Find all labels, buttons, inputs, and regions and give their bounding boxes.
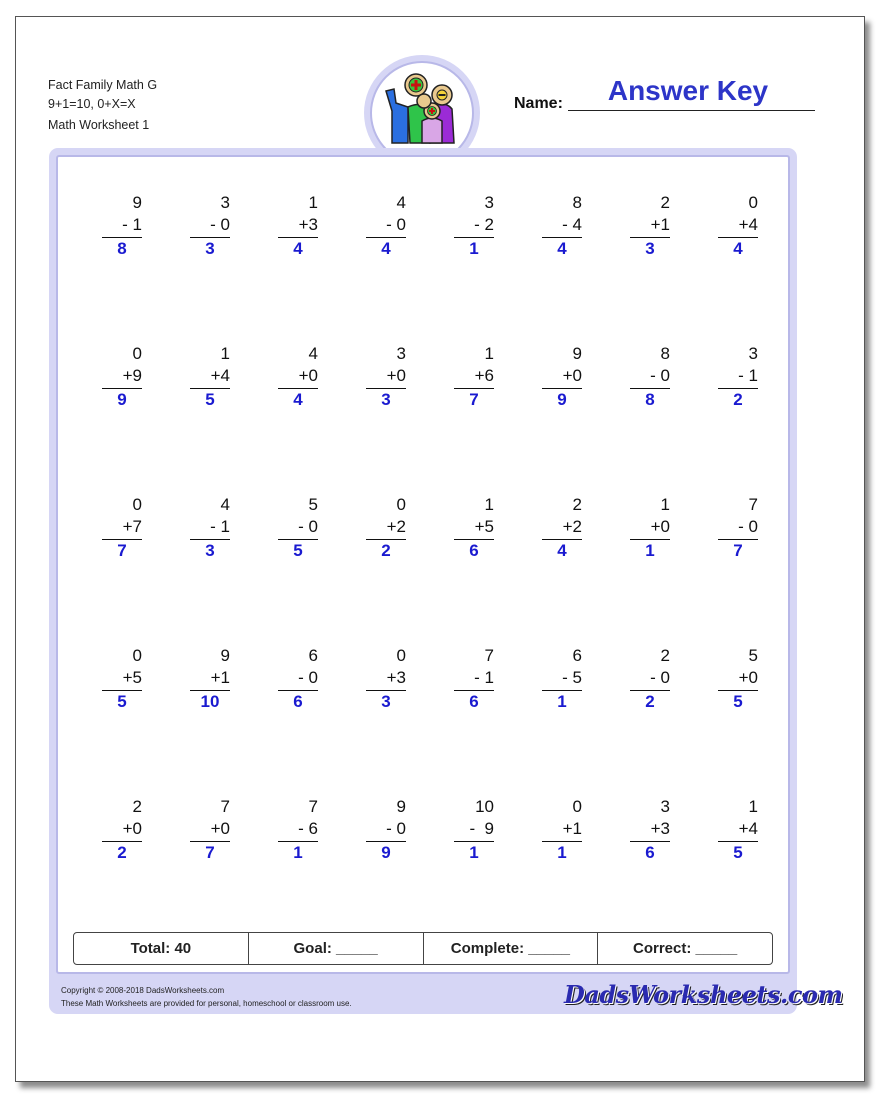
problem bbox=[366, 343, 406, 411]
total-cell: Total: 40 bbox=[74, 933, 249, 964]
problem-top-number: 0 bbox=[132, 344, 142, 363]
problem-answer: 1 bbox=[557, 843, 567, 862]
problem bbox=[542, 796, 582, 864]
problem-answer: 9 bbox=[557, 390, 567, 409]
problem-answer: 2 bbox=[645, 692, 655, 711]
problem-area bbox=[56, 155, 790, 974]
problem-operand: - 0 bbox=[650, 366, 670, 385]
problem-answer: 2 bbox=[117, 843, 127, 862]
problem-operand: +7 bbox=[122, 517, 142, 536]
problem bbox=[454, 343, 494, 411]
name-label: Name: bbox=[514, 95, 563, 112]
score-box bbox=[73, 932, 773, 965]
goal-cell: Goal: _____ bbox=[249, 933, 424, 964]
problem-grid bbox=[102, 192, 806, 952]
problem-operand: +0 bbox=[650, 517, 670, 536]
problem-answer: 5 bbox=[733, 843, 743, 862]
problem bbox=[630, 343, 670, 411]
problem-top-number: 0 bbox=[132, 495, 142, 514]
problem-top-number: 7 bbox=[308, 797, 318, 816]
answer-key-title: Answer Key bbox=[607, 75, 769, 106]
problem-top-number: 3 bbox=[220, 193, 230, 212]
problem-answer: 5 bbox=[733, 692, 743, 711]
problem bbox=[102, 343, 142, 411]
problem-top-number: 0 bbox=[396, 495, 406, 514]
problem-answer: 1 bbox=[557, 692, 567, 711]
worksheet-title: Fact Family Math G bbox=[48, 78, 158, 92]
problem bbox=[102, 192, 142, 260]
problem-answer: 3 bbox=[205, 541, 215, 560]
problem bbox=[190, 494, 230, 562]
problem bbox=[542, 192, 582, 260]
problem-answer: 1 bbox=[645, 541, 655, 560]
problem bbox=[190, 192, 230, 260]
problem-operand: +2 bbox=[562, 517, 582, 536]
problem-operand: - 0 bbox=[298, 517, 318, 536]
problem-top-number: 3 bbox=[660, 797, 670, 816]
problem-operand: - 0 bbox=[650, 668, 670, 687]
problem bbox=[366, 645, 406, 713]
problem-operand: - 1 bbox=[210, 517, 230, 536]
problem-top-number: 6 bbox=[572, 646, 582, 665]
problem bbox=[454, 645, 494, 713]
problem-top-number: 0 bbox=[132, 646, 142, 665]
dadsworksheets-logo: DadsWorksheets.com bbox=[564, 980, 843, 1009]
problem-top-number: 2 bbox=[132, 797, 142, 816]
problem-operand: - 0 bbox=[298, 668, 318, 687]
correct-cell: Correct: _____ bbox=[633, 940, 738, 957]
problem-answer: 4 bbox=[557, 239, 567, 258]
problem-top-number: 6 bbox=[308, 646, 318, 665]
problem bbox=[366, 192, 406, 260]
problem-top-number: 1 bbox=[308, 193, 318, 212]
problem-answer: 1 bbox=[293, 843, 303, 862]
problem-operand: - 0 bbox=[386, 819, 406, 838]
problem-top-number: 10 bbox=[475, 797, 494, 816]
complete-cell: Complete: _____ bbox=[424, 933, 599, 964]
problem-top-number: 7 bbox=[220, 797, 230, 816]
problem-answer: 7 bbox=[733, 541, 743, 560]
problem-operand: +1 bbox=[562, 819, 582, 838]
problem bbox=[190, 343, 230, 411]
problem-top-number: 9 bbox=[572, 344, 582, 363]
problem-top-number: 4 bbox=[308, 344, 318, 363]
problem-top-number: 8 bbox=[660, 344, 670, 363]
problem-top-number: 7 bbox=[484, 646, 494, 665]
problem-operand: +0 bbox=[122, 819, 142, 838]
problem-top-number: 1 bbox=[660, 495, 670, 514]
problem-top-number: 9 bbox=[220, 646, 230, 665]
problem-answer: 4 bbox=[293, 390, 303, 409]
problem bbox=[190, 645, 230, 713]
problem bbox=[190, 796, 230, 864]
problem-operand: - 0 bbox=[386, 215, 406, 234]
problem bbox=[454, 192, 494, 260]
problem-answer: 5 bbox=[205, 390, 215, 409]
problem-operand: - 5 bbox=[562, 668, 582, 687]
problem-answer: 6 bbox=[469, 541, 479, 560]
problem-operand: +5 bbox=[122, 668, 142, 687]
problem-top-number: 9 bbox=[396, 797, 406, 816]
problem-answer: 3 bbox=[205, 239, 215, 258]
problem-answer: 3 bbox=[645, 239, 655, 258]
problem-answer: 3 bbox=[381, 692, 391, 711]
problem bbox=[542, 343, 582, 411]
problem-operand: - 9 bbox=[469, 819, 494, 838]
problem-operand: +1 bbox=[210, 668, 230, 687]
problem-operand: +0 bbox=[562, 366, 582, 385]
problem-top-number: 4 bbox=[220, 495, 230, 514]
problem-top-number: 4 bbox=[396, 193, 406, 212]
problem bbox=[278, 645, 318, 713]
problem-operand: - 4 bbox=[562, 215, 582, 234]
problem-answer: 4 bbox=[293, 239, 303, 258]
problem-top-number: 2 bbox=[660, 646, 670, 665]
problem-answer: 2 bbox=[381, 541, 391, 560]
problem-operand: +4 bbox=[738, 215, 758, 234]
problem bbox=[102, 494, 142, 562]
problem-answer: 7 bbox=[205, 843, 215, 862]
problem-top-number: 7 bbox=[748, 495, 758, 514]
problem bbox=[278, 796, 318, 864]
problem-top-number: 5 bbox=[748, 646, 758, 665]
problem bbox=[542, 645, 582, 713]
usage-notice: These Math Worksheets are provided for personal, homeschool or classroom use. bbox=[61, 999, 352, 1008]
problem-answer: 1 bbox=[469, 239, 479, 258]
problem-operand: - 1 bbox=[122, 215, 142, 234]
problem bbox=[718, 645, 758, 713]
problem bbox=[630, 192, 670, 260]
problem-operand: +3 bbox=[298, 215, 318, 234]
problem bbox=[102, 796, 142, 864]
problem-operand: +5 bbox=[474, 517, 494, 536]
problem bbox=[366, 494, 406, 562]
problem bbox=[630, 494, 670, 562]
problem bbox=[718, 192, 758, 260]
problem-operand: +2 bbox=[386, 517, 406, 536]
problem-answer: 9 bbox=[381, 843, 391, 862]
problem-answer: 3 bbox=[381, 390, 391, 409]
problem-answer: 8 bbox=[645, 390, 655, 409]
problem bbox=[630, 796, 670, 864]
problem-top-number: 0 bbox=[396, 646, 406, 665]
problem-operand: - 6 bbox=[298, 819, 318, 838]
problem-operand: - 1 bbox=[738, 366, 758, 385]
problem-top-number: 8 bbox=[572, 193, 582, 212]
name-field bbox=[568, 110, 815, 111]
problem bbox=[718, 494, 758, 562]
problem-answer: 6 bbox=[645, 843, 655, 862]
problem-operand: - 2 bbox=[474, 215, 494, 234]
problem bbox=[278, 192, 318, 260]
problem-operand: +4 bbox=[738, 819, 758, 838]
copyright-text: Copyright © 2008-2018 DadsWorksheets.com bbox=[61, 986, 225, 995]
problem-top-number: 3 bbox=[748, 344, 758, 363]
problem bbox=[102, 645, 142, 713]
problem-top-number: 0 bbox=[572, 797, 582, 816]
problem-top-number: 1 bbox=[748, 797, 758, 816]
problem-operand: +3 bbox=[650, 819, 670, 838]
problem-operand: +0 bbox=[386, 366, 406, 385]
problem-answer: 4 bbox=[557, 541, 567, 560]
problem-answer: 7 bbox=[469, 390, 479, 409]
problem bbox=[718, 796, 758, 864]
problem-operand: +0 bbox=[210, 819, 230, 838]
problem-top-number: 1 bbox=[484, 344, 494, 363]
problem-operand: - 1 bbox=[474, 668, 494, 687]
problem-operand: +0 bbox=[298, 366, 318, 385]
problem-answer: 5 bbox=[293, 541, 303, 560]
problem-operand: +9 bbox=[122, 366, 142, 385]
problem-operand: +4 bbox=[210, 366, 230, 385]
problem-top-number: 2 bbox=[572, 495, 582, 514]
problem-operand: +3 bbox=[386, 668, 406, 687]
problem-answer: 7 bbox=[117, 541, 127, 560]
problem-frame bbox=[49, 148, 797, 1014]
worksheet-subtitle: 9+1=10, 0+X=X bbox=[48, 97, 136, 111]
problem-operand: +6 bbox=[474, 366, 494, 385]
problem-answer: 6 bbox=[293, 692, 303, 711]
problem-answer: 2 bbox=[733, 390, 743, 409]
problem-answer: 9 bbox=[117, 390, 127, 409]
problem bbox=[278, 343, 318, 411]
problem bbox=[454, 494, 494, 562]
problem bbox=[278, 494, 318, 562]
problem-operand: +1 bbox=[650, 215, 670, 234]
problem bbox=[718, 343, 758, 411]
problem-top-number: 2 bbox=[660, 193, 670, 212]
problem-answer: 10 bbox=[200, 692, 220, 711]
worksheet-number: Math Worksheet 1 bbox=[48, 118, 150, 132]
problem bbox=[366, 796, 406, 864]
problem-answer: 4 bbox=[381, 239, 391, 258]
problem-answer: 5 bbox=[117, 692, 127, 711]
problem-operand: +0 bbox=[738, 668, 758, 687]
problem-answer: 6 bbox=[469, 692, 479, 711]
problem-top-number: 3 bbox=[396, 344, 406, 363]
problem bbox=[630, 645, 670, 713]
problem bbox=[542, 494, 582, 562]
problem-operand: - 0 bbox=[738, 517, 758, 536]
problem-top-number: 1 bbox=[484, 495, 494, 514]
problem-top-number: 3 bbox=[484, 193, 494, 212]
problem-operand: - 0 bbox=[210, 215, 230, 234]
problem-top-number: 5 bbox=[308, 495, 318, 514]
problem-top-number: 9 bbox=[132, 193, 142, 212]
problem bbox=[454, 796, 494, 864]
problem-answer: 1 bbox=[469, 843, 479, 862]
problem-answer: 8 bbox=[117, 239, 127, 258]
problem-answer: 4 bbox=[733, 239, 743, 258]
problem-top-number: 1 bbox=[220, 344, 230, 363]
problem-top-number: 0 bbox=[748, 193, 758, 212]
